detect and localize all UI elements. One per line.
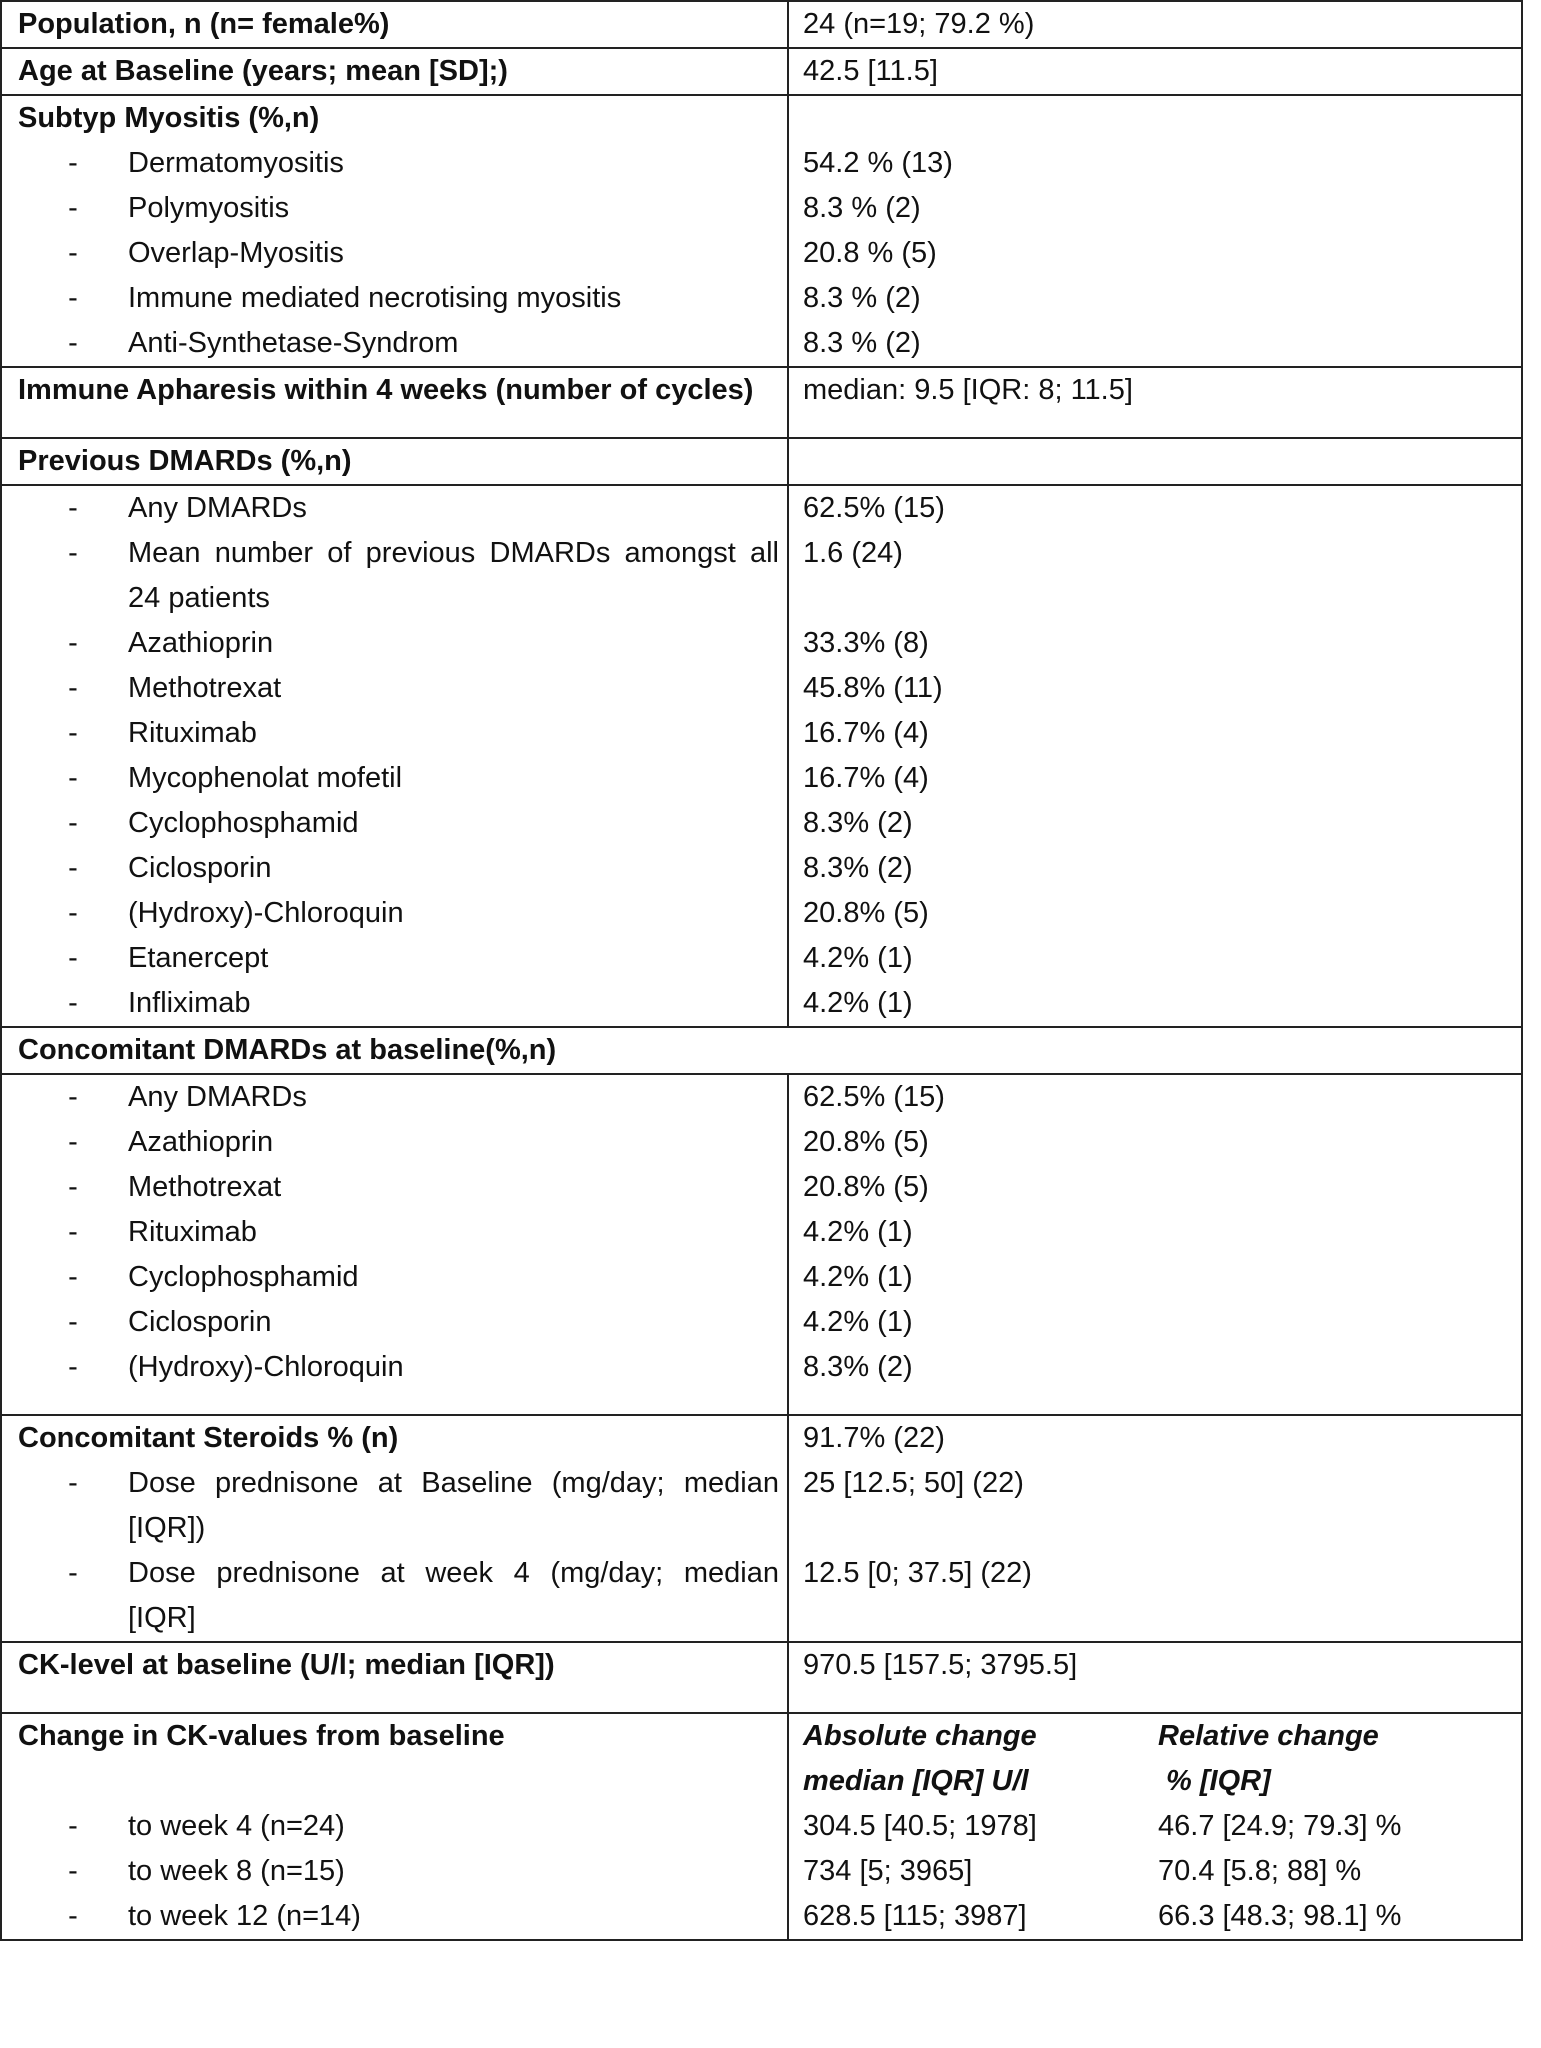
item-value: 8.3 % (2) — [788, 321, 1522, 367]
bullet-dash: - — [68, 942, 78, 974]
item-value: 1.6 (24) — [788, 531, 1522, 621]
bullet-dash: - — [68, 492, 78, 524]
rel-change-header — [1158, 1713, 1522, 1804]
list-item — [1, 1165, 1522, 1210]
item-label: Immune mediated necrotising myositis — [128, 282, 622, 314]
item-value: 8.3% (2) — [788, 1345, 1522, 1390]
list-item — [1, 1300, 1522, 1345]
section-apheresis — [1, 367, 1522, 438]
section-concomitant-dmards-items — [1, 1074, 1522, 1415]
age-label: Age at Baseline (years; mean [SD];) — [18, 55, 508, 87]
item-value: 4.2% (1) — [788, 1300, 1522, 1345]
item-value: 20.8 % (5) — [788, 231, 1522, 276]
table-row — [1, 438, 1522, 485]
table-row — [1, 1415, 1522, 1461]
item-value: 25 [12.5; 50] (22) — [788, 1461, 1522, 1551]
age-value: 42.5 [11.5] — [788, 48, 1522, 95]
section-population — [1, 1, 1522, 48]
list-item — [1, 531, 1522, 621]
list-item — [1, 1894, 1522, 1940]
item-label: Methotrexat — [128, 1171, 282, 1203]
item-value: 62.5% (15) — [788, 485, 1522, 531]
item-label: Polymyositis — [128, 192, 290, 224]
spacer-row — [1, 1390, 1522, 1415]
section-subtype — [1, 95, 1522, 367]
rel-change-value: 66.3 [48.3; 98.1] % — [1158, 1900, 1402, 1932]
item-value: 16.7% (4) — [788, 711, 1522, 756]
subtype-heading-value — [788, 95, 1522, 141]
ck-baseline-value: 970.5 [157.5; 3795.5] — [788, 1642, 1522, 1688]
bullet-dash: - — [68, 1855, 78, 1887]
bullet-dash: - — [68, 1351, 78, 1383]
item-label: to week 4 (n=24) — [128, 1810, 345, 1842]
item-label: to week 12 (n=14) — [128, 1900, 361, 1932]
item-value: 4.2% (1) — [788, 1255, 1522, 1300]
item-value: 33.3% (8) — [788, 621, 1522, 666]
apheresis-label: Immune Apharesis within 4 weeks (number of cycles) — [18, 374, 754, 406]
item-label: Methotrexat — [128, 672, 282, 704]
list-item — [1, 1849, 1522, 1894]
spacer-row — [1, 413, 1522, 438]
item-label: Mean number of previous DMARDs amongst all 24 patients — [128, 537, 779, 614]
bullet-dash: - — [68, 987, 78, 1019]
item-label: Ciclosporin — [128, 1306, 272, 1338]
ck-change-label: Change in CK-values from baseline — [18, 1720, 505, 1752]
item-value: 4.2% (1) — [788, 981, 1522, 1027]
list-item — [1, 1074, 1522, 1120]
list-item — [1, 1255, 1522, 1300]
list-item — [1, 666, 1522, 711]
abs-change-header-line2: median [IQR] U/l — [803, 1765, 1029, 1797]
list-item — [1, 1345, 1522, 1390]
abs-change-value: 734 [5; 3965] — [788, 1849, 1158, 1894]
bullet-dash: - — [68, 147, 78, 179]
item-value: 4.2% (1) — [788, 1210, 1522, 1255]
item-value: 62.5% (15) — [788, 1074, 1522, 1120]
steroids-label: Concomitant Steroids % (n) — [18, 1422, 399, 1454]
section-concomitant-dmards — [1, 1027, 1522, 1074]
list-item — [1, 711, 1522, 756]
item-label: Infliximab — [128, 987, 251, 1019]
abs-change-header-line1: Absolute change — [803, 1720, 1037, 1752]
abs-change-value: 304.5 [40.5; 1978] — [788, 1804, 1158, 1849]
item-value: 8.3 % (2) — [788, 276, 1522, 321]
bullet-dash: - — [68, 1467, 78, 1499]
bullet-dash: - — [68, 807, 78, 839]
item-value: 12.5 [0; 37.5] (22) — [788, 1551, 1522, 1642]
section-age — [1, 48, 1522, 95]
table-row — [1, 367, 1522, 413]
bullet-dash: - — [68, 1306, 78, 1338]
table-row — [1, 95, 1522, 141]
bullet-dash: - — [68, 852, 78, 884]
item-label: Etanercept — [128, 942, 269, 974]
item-label: Azathioprin — [128, 627, 274, 659]
abs-change-header — [788, 1713, 1158, 1804]
item-value: 20.8% (5) — [788, 1165, 1522, 1210]
item-label: Cyclophosphamid — [128, 807, 359, 839]
list-item — [1, 1461, 1522, 1551]
list-item — [1, 141, 1522, 186]
steroids-value: 91.7% (22) — [788, 1415, 1522, 1461]
rel-change-header-line2: % [IQR] — [1158, 1765, 1271, 1797]
table-row — [1, 48, 1522, 95]
bullet-dash: - — [68, 237, 78, 269]
list-item — [1, 1804, 1522, 1849]
list-item — [1, 756, 1522, 801]
section-previous-dmards-items — [1, 485, 1522, 1027]
bullet-dash: - — [68, 327, 78, 359]
item-value: 8.3% (2) — [788, 801, 1522, 846]
rel-change-value: 70.4 [5.8; 88] % — [1158, 1855, 1362, 1887]
item-label: Mycophenolat mofetil — [128, 762, 403, 794]
item-label: Any DMARDs — [128, 492, 307, 524]
section-steroids — [1, 1415, 1522, 1642]
item-label: to week 8 (n=15) — [128, 1855, 345, 1887]
list-item — [1, 231, 1522, 276]
item-label: Azathioprin — [128, 1126, 274, 1158]
list-item — [1, 891, 1522, 936]
apheresis-value: median: 9.5 [IQR: 8; 11.5] — [788, 367, 1522, 413]
bullet-dash: - — [68, 672, 78, 704]
list-item — [1, 621, 1522, 666]
item-value: 8.3% (2) — [788, 846, 1522, 891]
list-item — [1, 485, 1522, 531]
bullet-dash: - — [68, 537, 78, 569]
bullet-dash: - — [68, 897, 78, 929]
bullet-dash: - — [68, 1081, 78, 1113]
item-label: Anti-Synthetase-Syndrom — [128, 327, 459, 359]
table-row — [1, 1027, 1522, 1074]
bullet-dash: - — [68, 1557, 78, 1589]
item-label: Overlap-Myositis — [128, 237, 344, 269]
bullet-dash: - — [68, 1261, 78, 1293]
bullet-dash: - — [68, 717, 78, 749]
list-item — [1, 936, 1522, 981]
item-label: Any DMARDs — [128, 1081, 307, 1113]
list-item — [1, 321, 1522, 367]
bullet-dash: - — [68, 1216, 78, 1248]
population-label: Population, n (n= female%) — [18, 8, 390, 40]
table-row — [1, 1642, 1522, 1688]
abs-change-value: 628.5 [115; 3987] — [788, 1894, 1158, 1940]
list-item — [1, 1210, 1522, 1255]
bullet-dash: - — [68, 627, 78, 659]
rel-change-header-line1: Relative change — [1158, 1720, 1379, 1752]
bullet-dash: - — [68, 192, 78, 224]
section-ck-change — [1, 1713, 1522, 1940]
list-item — [1, 1551, 1522, 1642]
item-label: Rituximab — [128, 1216, 257, 1248]
list-item — [1, 186, 1522, 231]
previous-heading-value — [788, 438, 1522, 485]
item-label: Dose prednisone at week 4 (mg/day; median [IQR] — [128, 1557, 779, 1634]
item-value: 20.8% (5) — [788, 891, 1522, 936]
list-item — [1, 846, 1522, 891]
item-label: Ciclosporin — [128, 852, 272, 884]
item-label: (Hydroxy)-Chloroquin — [128, 897, 404, 929]
section-previous-dmards — [1, 438, 1522, 485]
subtype-heading: Subtyp Myositis (%,n) — [18, 102, 320, 134]
list-item — [1, 1120, 1522, 1165]
item-value: 54.2 % (13) — [788, 141, 1522, 186]
item-value: 16.7% (4) — [788, 756, 1522, 801]
item-label: Cyclophosphamid — [128, 1261, 359, 1293]
item-label: (Hydroxy)-Chloroquin — [128, 1351, 404, 1383]
population-value: 24 (n=19; 79.2 %) — [788, 1, 1522, 48]
item-label: Dose prednisone at Baseline (mg/day; median [IQR]) — [128, 1467, 779, 1544]
table-row — [1, 1, 1522, 48]
bullet-dash: - — [68, 1810, 78, 1842]
concomitant-heading: Concomitant DMARDs at baseline(%,n) — [18, 1034, 557, 1066]
item-value: 4.2% (1) — [788, 936, 1522, 981]
ck-baseline-label: CK-level at baseline (U/l; median [IQR]) — [18, 1649, 555, 1681]
list-item — [1, 981, 1522, 1027]
list-item — [1, 801, 1522, 846]
item-value: 20.8% (5) — [788, 1120, 1522, 1165]
item-label: Dermatomyositis — [128, 147, 344, 179]
section-ck-baseline — [1, 1642, 1522, 1713]
bullet-dash: - — [68, 762, 78, 794]
bullet-dash: - — [68, 1171, 78, 1203]
rel-change-value: 46.7 [24.9; 79.3] % — [1158, 1810, 1402, 1842]
bullet-dash: - — [68, 1126, 78, 1158]
item-label: Rituximab — [128, 717, 257, 749]
table-row — [1, 1713, 1522, 1804]
spacer-row — [1, 1688, 1522, 1713]
item-value: 8.3 % (2) — [788, 186, 1522, 231]
bullet-dash: - — [68, 1900, 78, 1932]
list-item — [1, 276, 1522, 321]
item-value: 45.8% (11) — [788, 666, 1522, 711]
bullet-dash: - — [68, 282, 78, 314]
previous-heading: Previous DMARDs (%,n) — [18, 445, 352, 477]
